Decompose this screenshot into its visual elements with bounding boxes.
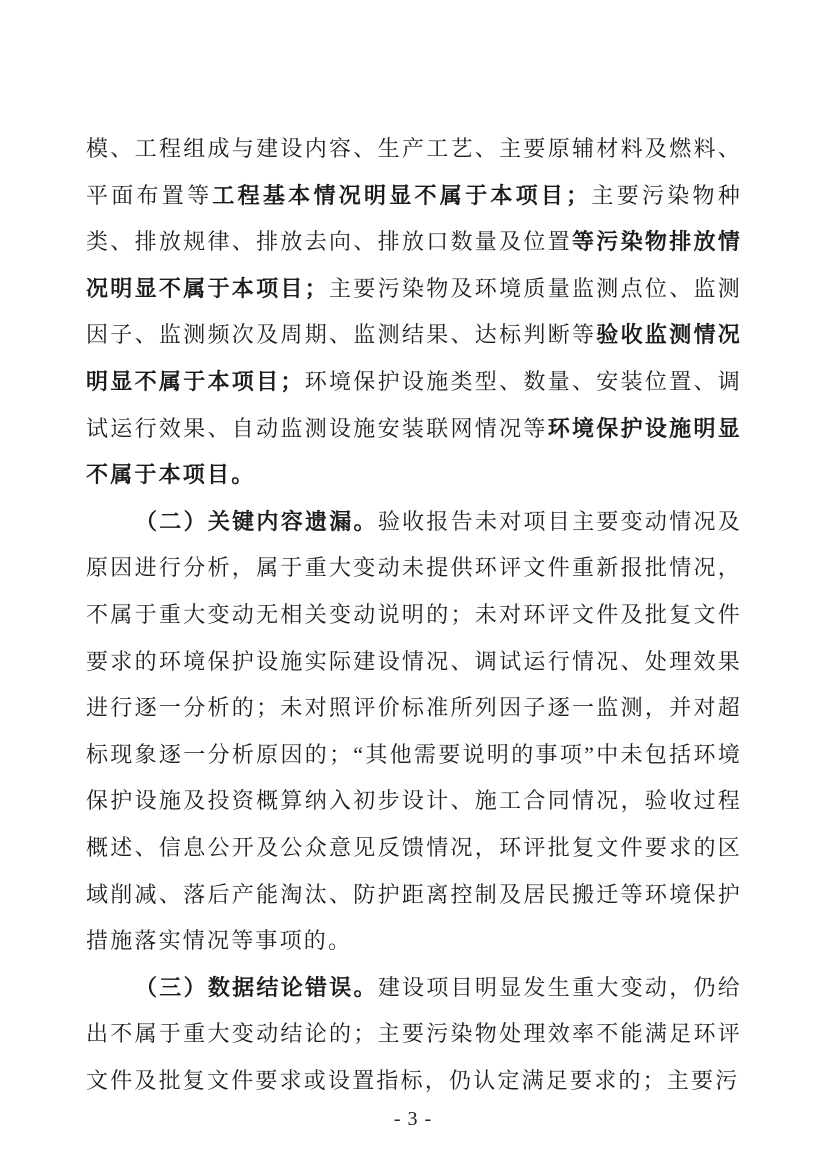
document-text-block xyxy=(86,126,742,1104)
bold-text-run: （三）数据结论错误。 xyxy=(135,974,378,1000)
bold-text-run: （二）关键内容遗漏。 xyxy=(135,508,378,534)
text-run: 建设项目明显发生重大变动，仍给出不属于重大变动结论的；主要污染物处理效率不能满足环评文件及批复文件要求或设置指标，仍认定满足要求的；主要污 xyxy=(86,974,742,1093)
paragraph xyxy=(86,126,742,499)
text-run: 环境保护设施类型、数量、安装位置、调试运行效果、自动监测设施安装联网情况等 xyxy=(86,368,742,441)
bold-text-run: 环境保护设施明显不属于本项目。 xyxy=(86,415,742,488)
bold-text-run: 等污染物排放情况明显不属于本项目； xyxy=(86,229,742,301)
paragraph xyxy=(86,499,742,965)
text-run: 主要污染物及环境质量监测点位、监测因子、监测频次及周期、监测结果、达标判断等 xyxy=(86,275,742,348)
text-run: 模、工程组成与建设内容、生产工艺、主要原辅材料及燃料、平面布置等 xyxy=(86,136,742,208)
bold-text-run: 工程基本情况明显不属于本项目； xyxy=(212,182,591,208)
text-run: 主要污染物种类、排放规律、排放去向、排放口数量及位置 xyxy=(86,182,742,255)
text-run: 验收报告未对项目主要变动情况及原因进行分析，属于重大变动未提供环评文件重新报批情况，不属于重大变动无相关变动说明的；未对环评文件及批复文件要求的环境保护设施实际建设情况、调试运行情况、处理效果进行逐一分析的；未对照评价标准所列因子逐一监测，并对超标现象逐一分析原因的；“其他需要说明的事项”中未包括环境保护设施及投资概算纳入初步设计、施工合同情况，验收过程概述、信息公开及公众意见反馈情况，环评批复文件要求的区域削减、落后产能淘汰、防护距离控制及居民搬迁等环境保护措施落实情况等事项的。 xyxy=(86,508,742,954)
paragraph xyxy=(86,965,742,1105)
bold-text-run: 验收监测情况明显不属于本项目； xyxy=(86,322,742,394)
page-number: - 3 - xyxy=(393,1108,433,1130)
